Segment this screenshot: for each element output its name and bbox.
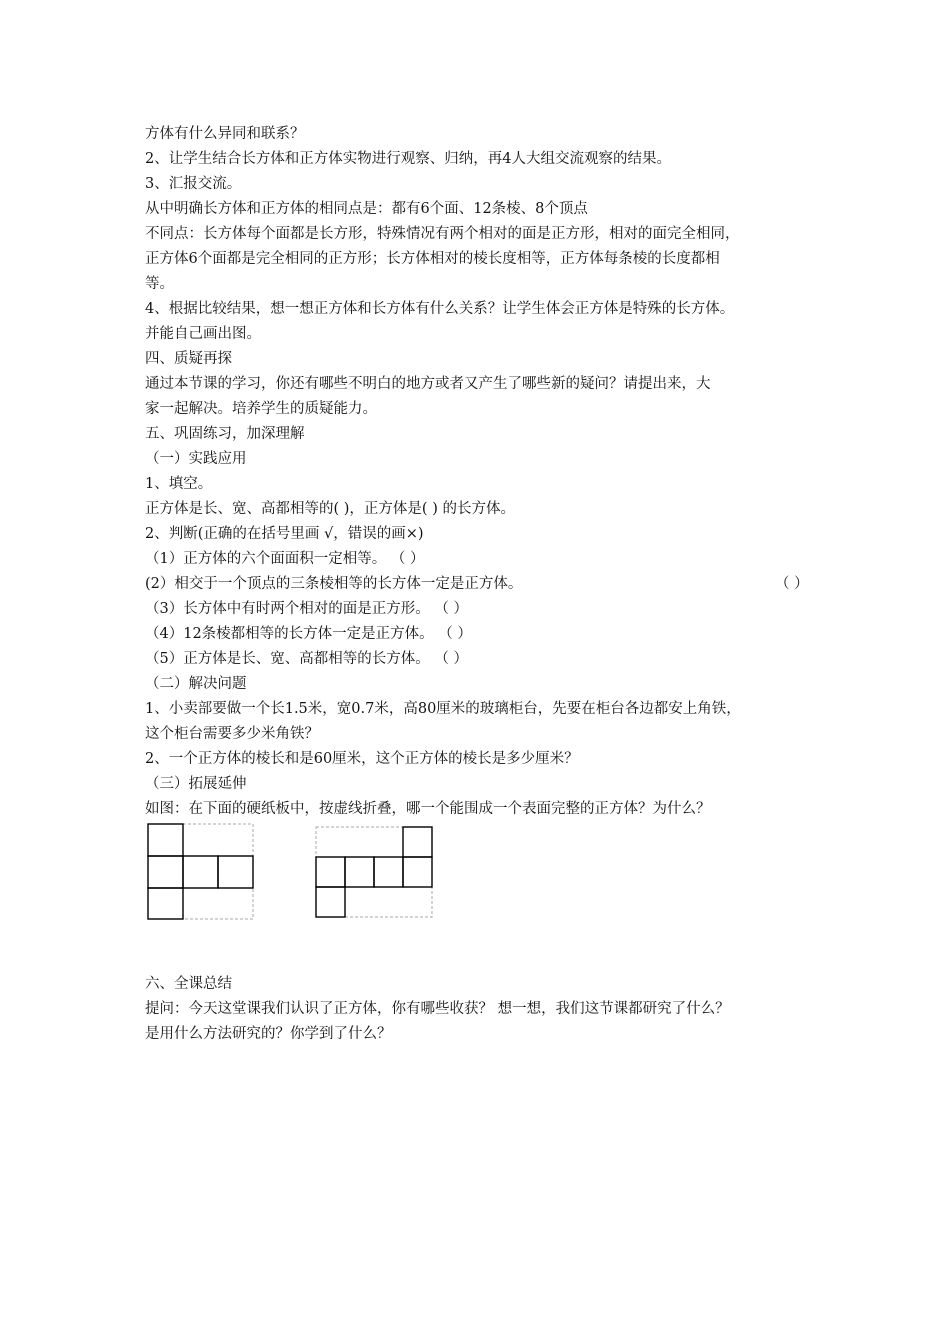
net-square — [403, 827, 432, 857]
judge-answer-paren: （ ） — [775, 576, 809, 592]
text-line: 等。 — [145, 276, 174, 292]
text-line: 3、汇报交流。 — [145, 176, 242, 192]
text-line: 如图：在下面的硬纸板中，按虚线折叠，哪一个能围成一个表面完整的正方体？为什么？ — [145, 801, 711, 817]
cube-net-figure-2 — [314, 825, 436, 921]
text-line: 2、一个正方体的棱长和是60厘米，这个正方体的棱长是多少厘米？ — [145, 751, 579, 767]
net-square — [403, 857, 432, 887]
net-square — [183, 856, 218, 888]
text-line: 是用什么方法研究的？你学到了什么？ — [145, 1026, 392, 1042]
text-line: 并能自己画出图。 — [145, 326, 261, 342]
net-dashed-border — [148, 824, 253, 919]
net-square — [316, 887, 345, 917]
judge-item: （4）12条棱都相等的长方体一定是正方体。 （ ） — [145, 626, 472, 642]
text-line: 1、小卖部要做一个长1.5米，宽0.7米，高80厘米的玻璃柜台，先要在柜台各边都安上角铁， — [145, 701, 741, 717]
text-line: 提问：今天这堂课我们认识了正方体，你有哪些收获？ 想一想，我们这节课都研究了什么？ — [145, 1001, 730, 1017]
cube-net-figure-1 — [146, 822, 258, 922]
judge-item: (2）相交于一个顶点的三条棱相等的长方体一定是正方体。 — [145, 576, 523, 592]
subsection-heading: （一）实践应用 — [145, 451, 247, 467]
net-square — [218, 856, 253, 888]
text-line: 4、根据比较结果，想一想正方体和长方体有什么关系？让学生体会正方体是特殊的长方体。 — [145, 301, 735, 317]
text-line: 正方体6个面都是完全相同的正方形；长方体相对的棱长度相等，正方体每条棱的长度都相 — [145, 251, 720, 267]
section-heading: 六、全课总结 — [145, 976, 232, 992]
net-square — [148, 888, 183, 919]
text-line: 方体有什么异同和联系？ — [145, 126, 305, 142]
section-heading: 五、巩固练习，加深理解 — [145, 426, 305, 442]
judge-item: （5）正方体是长、宽、高都相等的长方体。 （ ） — [145, 651, 468, 667]
text-line: 通过本节课的学习，你还有哪些不明白的地方或者又产生了哪些新的疑问？请提出来，大 — [145, 376, 711, 392]
net-square — [345, 857, 374, 887]
fill-blank-question: 正方体是长、宽、高都相等的( )，正方体是( ) 的长方体。 — [145, 501, 515, 517]
judge-item: （1）正方体的六个面面积一定相等。 （ ） — [145, 551, 425, 567]
net-square — [148, 824, 183, 856]
text-line: 不同点：长方体每个面都是长方形，特殊情况有两个相对的面是正方形，相对的面完全相同， — [145, 226, 740, 242]
text-line: 1、填空。 — [145, 476, 213, 492]
net-square — [148, 856, 183, 888]
text-line: 从中明确长方体和正方体的相同点是：都有6个面、12条棱、8个顶点 — [145, 201, 588, 217]
text-line: 这个柜台需要多少米角铁？ — [145, 726, 319, 742]
text-line: 2、让学生结合长方体和正方体实物进行观察、归纳，再4人大组交流观察的结果。 — [145, 151, 671, 167]
subsection-heading: （二）解决问题 — [145, 676, 247, 692]
net-square — [316, 857, 345, 887]
text-line: 2、判断(正确的在括号里画 √，错误的画×) — [145, 526, 424, 542]
judge-item: （3）长方体中有时两个相对的面是正方形。 （ ） — [145, 601, 468, 617]
net-square — [374, 857, 403, 887]
text-line: 家一起解决。培养学生的质疑能力。 — [145, 401, 377, 417]
section-heading: 四、质疑再探 — [145, 351, 232, 367]
subsection-heading: （三）拓展延伸 — [145, 776, 247, 792]
